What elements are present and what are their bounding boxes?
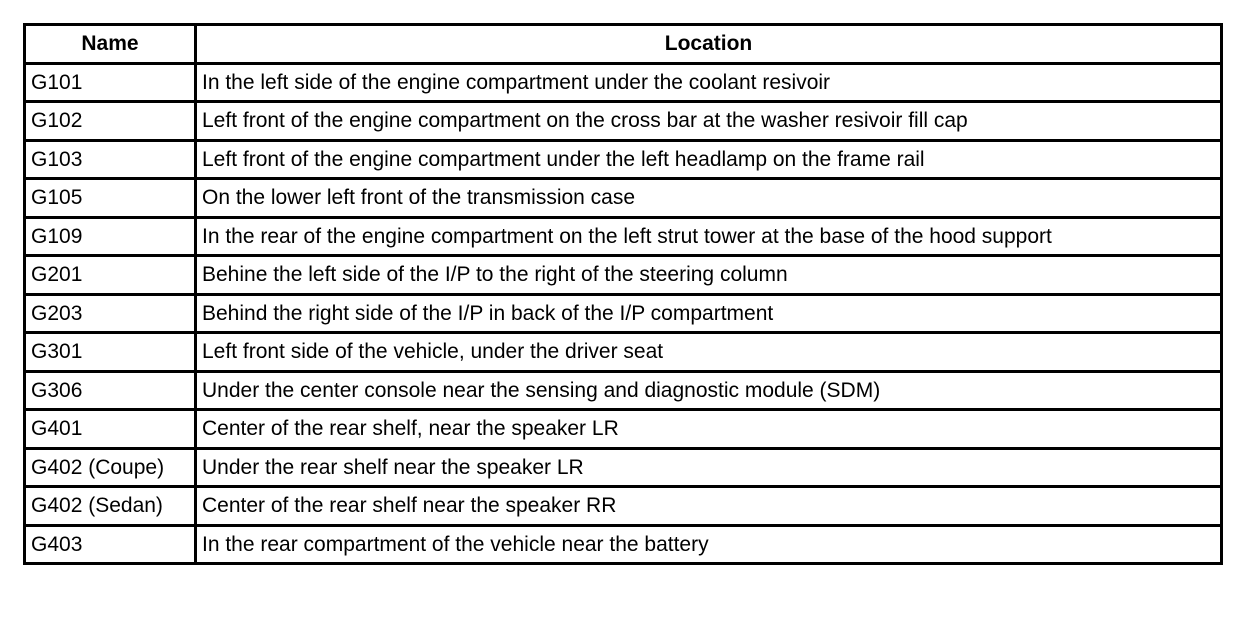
table-row: [25, 410, 1222, 449]
ground-locations-table-container: [23, 23, 1220, 565]
cell-name: G301: [25, 333, 196, 372]
table-row: [25, 294, 1222, 333]
cell-location: Left front of the engine compartment under the left headlamp on the frame rail: [196, 140, 1222, 179]
table-row: [25, 371, 1222, 410]
cell-name: G101: [25, 63, 196, 102]
cell-name: G102: [25, 102, 196, 141]
table-row: [25, 217, 1222, 256]
table-row: [25, 140, 1222, 179]
table-row: [25, 256, 1222, 295]
column-header-name: Name: [25, 25, 196, 64]
cell-location: Under the center console near the sensing and diagnostic module (SDM): [196, 371, 1222, 410]
cell-location: Left front side of the vehicle, under the driver seat: [196, 333, 1222, 372]
table-row: [25, 333, 1222, 372]
cell-location: Behind the right side of the I/P in back of the I/P compartment: [196, 294, 1222, 333]
cell-name: G306: [25, 371, 196, 410]
table-row: [25, 448, 1222, 487]
cell-name: G402 (Coupe): [25, 448, 196, 487]
cell-location: Behine the left side of the I/P to the right of the steering column: [196, 256, 1222, 295]
cell-name: G203: [25, 294, 196, 333]
table-row: [25, 179, 1222, 218]
cell-location: On the lower left front of the transmission case: [196, 179, 1222, 218]
cell-location: In the rear of the engine compartment on the left strut tower at the base of the hood support: [196, 217, 1222, 256]
cell-name: G403: [25, 525, 196, 564]
cell-name: G402 (Sedan): [25, 487, 196, 526]
table-row: [25, 525, 1222, 564]
cell-name: G103: [25, 140, 196, 179]
cell-name: G109: [25, 217, 196, 256]
table-header-row: [25, 25, 1222, 64]
cell-location: Center of the rear shelf near the speaker RR: [196, 487, 1222, 526]
cell-name: G201: [25, 256, 196, 295]
cell-location: In the rear compartment of the vehicle near the battery: [196, 525, 1222, 564]
table-row: [25, 102, 1222, 141]
cell-location: Center of the rear shelf, near the speaker LR: [196, 410, 1222, 449]
column-header-location: Location: [196, 25, 1222, 64]
cell-location: In the left side of the engine compartment under the coolant resivoir: [196, 63, 1222, 102]
cell-location: Under the rear shelf near the speaker LR: [196, 448, 1222, 487]
cell-name: G401: [25, 410, 196, 449]
table-row: [25, 63, 1222, 102]
ground-locations-table: [23, 23, 1223, 565]
cell-name: G105: [25, 179, 196, 218]
cell-location: Left front of the engine compartment on the cross bar at the washer resivoir fill cap: [196, 102, 1222, 141]
table-row: [25, 487, 1222, 526]
